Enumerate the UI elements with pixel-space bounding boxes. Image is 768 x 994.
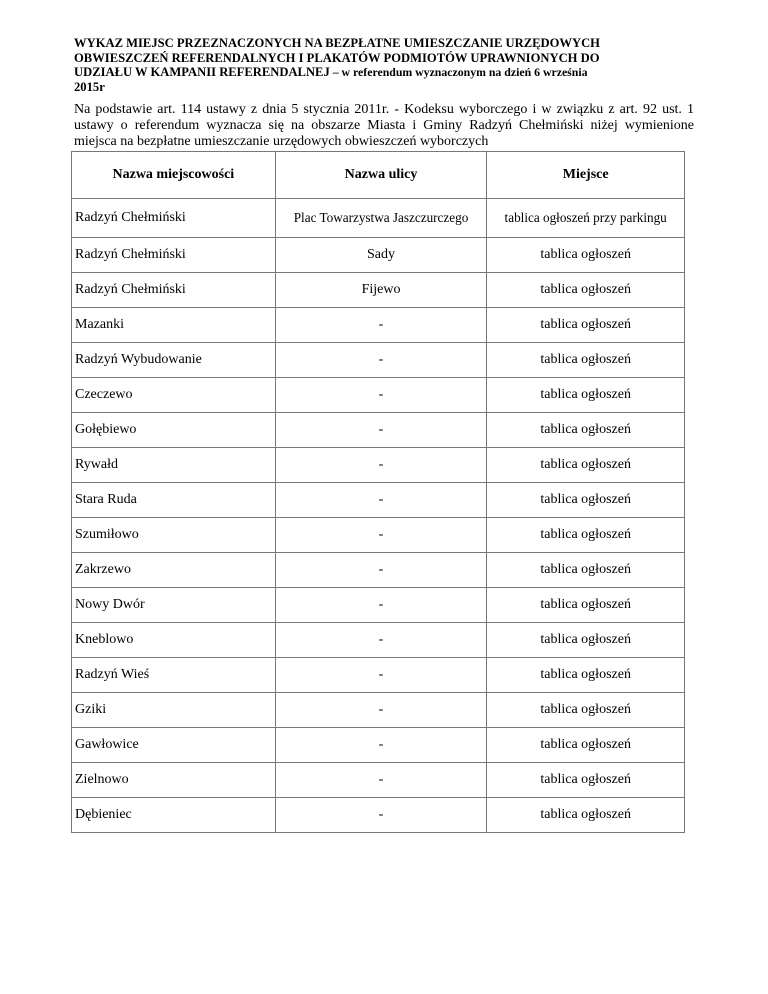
cell-street: Fijewo — [275, 273, 487, 308]
table-row — [72, 199, 685, 238]
table-row — [72, 308, 685, 343]
cell-place: tablica ogłoszeń — [487, 413, 685, 448]
cell-place: tablica ogłoszeń — [487, 763, 685, 798]
cell-locality: Radzyń Chełmiński — [72, 273, 276, 308]
cell-locality: Gziki — [72, 693, 276, 728]
cell-locality: Radzyń Chełmiński — [72, 199, 276, 238]
table-row — [72, 623, 685, 658]
table-row — [72, 378, 685, 413]
cell-street: Plac Towarzystwa Jaszczurczego — [275, 199, 487, 238]
table-row — [72, 728, 685, 763]
cell-street: - — [275, 308, 487, 343]
cell-place: tablica ogłoszeń — [487, 798, 685, 833]
locations-table — [71, 151, 685, 833]
table-row — [72, 588, 685, 623]
table-header-row — [72, 152, 685, 199]
table-row — [72, 273, 685, 308]
cell-street: - — [275, 588, 487, 623]
table-row — [72, 413, 685, 448]
cell-street: - — [275, 448, 487, 483]
cell-locality: Radzyń Chełmiński — [72, 238, 276, 273]
cell-place: tablica ogłoszeń — [487, 448, 685, 483]
cell-place: tablica ogłoszeń — [487, 693, 685, 728]
title-line-3: UDZIAŁU W KAMPANII REFERENDALNEJ — [74, 65, 330, 80]
cell-place: tablica ogłoszeń — [487, 483, 685, 518]
cell-locality: Szumiłowo — [72, 518, 276, 553]
cell-locality: Rywałd — [72, 448, 276, 483]
table-row — [72, 553, 685, 588]
cell-place: tablica ogłoszeń — [487, 308, 685, 343]
table-row — [72, 658, 685, 693]
cell-place: tablica ogłoszeń — [487, 553, 685, 588]
title-line-2: OBWIESZCZEŃ REFERENDALNYCH I PLAKATÓW PODMIOTÓW UPRAWNIONYCH DO — [74, 50, 600, 65]
document-title — [74, 36, 694, 94]
cell-street: - — [275, 413, 487, 448]
cell-locality: Stara Ruda — [72, 483, 276, 518]
table-row — [72, 763, 685, 798]
cell-locality: Zakrzewo — [72, 553, 276, 588]
cell-place: tablica ogłoszeń — [487, 588, 685, 623]
cell-street: - — [275, 798, 487, 833]
header-street: Nazwa ulicy — [275, 152, 487, 199]
cell-place: tablica ogłoszeń — [487, 728, 685, 763]
table-row — [72, 483, 685, 518]
cell-street: Sady — [275, 238, 487, 273]
table-row — [72, 343, 685, 378]
cell-place: tablica ogłoszeń przy parkingu — [487, 199, 685, 238]
cell-street: - — [275, 728, 487, 763]
table-row — [72, 798, 685, 833]
table-row — [72, 238, 685, 273]
table-row — [72, 693, 685, 728]
cell-locality: Mazanki — [72, 308, 276, 343]
document-page — [74, 36, 694, 150]
cell-street: - — [275, 483, 487, 518]
cell-locality: Radzyń Wybudowanie — [72, 343, 276, 378]
cell-place: tablica ogłoszeń — [487, 623, 685, 658]
cell-place: tablica ogłoszeń — [487, 238, 685, 273]
cell-place: tablica ogłoszeń — [487, 518, 685, 553]
cell-place: tablica ogłoszeń — [487, 378, 685, 413]
cell-locality: Kneblowo — [72, 623, 276, 658]
title-line-1: WYKAZ MIEJSC PRZEZNACZONYCH NA BEZPŁATNE UMIESZCZANIE URZĘDOWYCH — [74, 36, 600, 50]
cell-street: - — [275, 623, 487, 658]
cell-street: - — [275, 658, 487, 693]
cell-locality: Czeczewo — [72, 378, 276, 413]
header-locality: Nazwa miejscowości — [72, 152, 276, 199]
cell-place: tablica ogłoszeń — [487, 343, 685, 378]
cell-street: - — [275, 693, 487, 728]
cell-locality: Zielnowo — [72, 763, 276, 798]
cell-street: - — [275, 518, 487, 553]
table-row — [72, 448, 685, 483]
intro-paragraph: Na podstawie art. 114 ustawy z dnia 5 stycznia 2011r. - Kodeksu wyborczego i w związku z art. 92 ust. 1 ustawy o referendum wyznacza się na obszarze Miasta i Gminy Radzyń Chełmiński niżej wymienione miejsca na bezpłatne umieszczanie urzędowych obwieszczeń wyborczych — [74, 102, 694, 150]
header-place: Miejsce — [487, 152, 685, 199]
table-row — [72, 518, 685, 553]
cell-street: - — [275, 553, 487, 588]
cell-locality: Radzyń Wieś — [72, 658, 276, 693]
cell-locality: Gawłowice — [72, 728, 276, 763]
cell-place: tablica ogłoszeń — [487, 273, 685, 308]
cell-locality: Gołębiewo — [72, 413, 276, 448]
table-body — [72, 199, 685, 833]
cell-street: - — [275, 343, 487, 378]
cell-locality: Dębieniec — [72, 798, 276, 833]
cell-locality: Nowy Dwór — [72, 588, 276, 623]
title-line-4: 2015r — [74, 79, 105, 94]
cell-street: - — [275, 378, 487, 413]
cell-street: - — [275, 763, 487, 798]
title-line-3-sub: – w referendum wyznaczonym na dzień 6 września — [329, 65, 588, 80]
cell-place: tablica ogłoszeń — [487, 658, 685, 693]
